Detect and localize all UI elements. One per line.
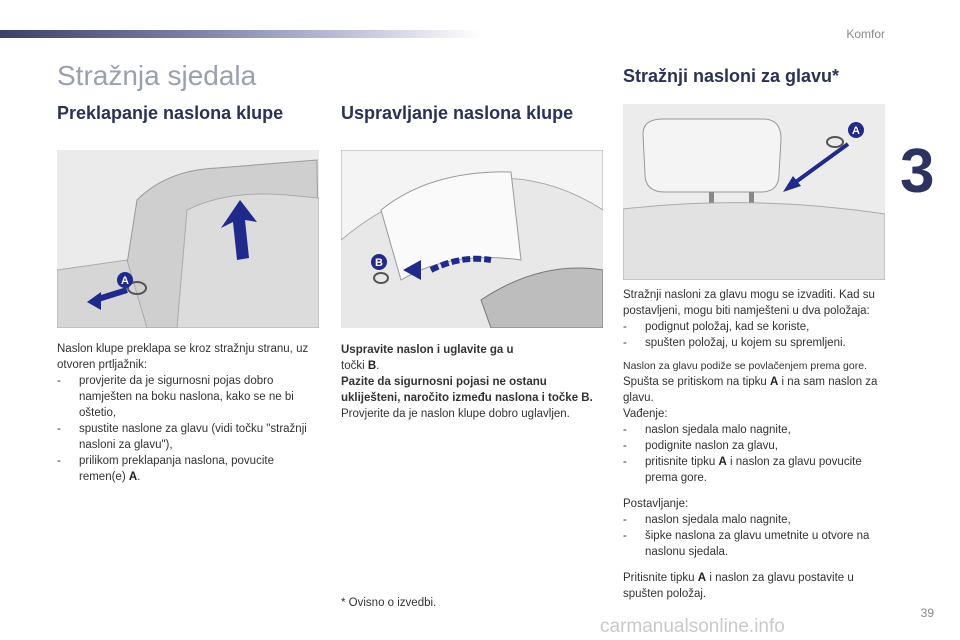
- list-item: - prilikom preklapanja naslona, povucite remen(e) A.: [57, 455, 274, 483]
- fold-illustration: [57, 150, 319, 328]
- list-item: - spustite naslone za glavu (vidi točku "stražnji nasloni za glavu"),: [57, 423, 307, 451]
- headrest-raise-note: Naslon za glavu podiže se povlačenjem prema gore.: [623, 360, 867, 372]
- fold-text: [57, 341, 315, 485]
- label-a: A: [121, 275, 129, 287]
- list-item: - podignite naslon za glavu,: [623, 440, 778, 452]
- page-number: 39: [920, 606, 934, 620]
- headrest-final: Pritisnite tipku A i naslon za glavu postavite u spušten položaj.: [623, 572, 854, 600]
- headrest-illustration: [623, 104, 885, 280]
- list-item: - šipke naslona za glavu umetnite u otvore na naslonu sjedala.: [623, 530, 870, 558]
- headrest-intro: Stražnji nasloni za glavu mogu se izvaditi. Kad su postavljeni, mogu biti namješteni u dva položaja:: [623, 289, 875, 317]
- label-b: B: [375, 257, 383, 269]
- heading-fold: Preklapanje naslona klupe: [57, 103, 284, 123]
- raise-check: Provjerite da je naslon klupe dobro uglavljen.: [341, 408, 570, 420]
- list-item: - pritisnite tipku A i naslon za glavu povucite prema gore.: [623, 456, 862, 484]
- list-item: - naslon sjedala malo nagnite,: [623, 424, 791, 436]
- list-item: - provjerite da je sigurnosni pojas dobro namješten na boku naslona, kako se ne bi oštetio,: [57, 375, 294, 419]
- fold-intro: Naslon klupe preklapa se kroz stražnju stranu, uz otvoren prtljažnik:: [57, 343, 309, 371]
- list-item: - naslon sjedala malo nagnite,: [623, 514, 791, 526]
- header-bar: [0, 30, 480, 38]
- removal-label: Vađenje:: [623, 408, 668, 420]
- install-label: Postavljanje:: [623, 498, 689, 510]
- raise-warning: Pazite da sigurnosni pojasi ne ostanu ukliješteni, naročito između naslona i točke B.: [341, 376, 593, 404]
- heading-raise: Uspravljanje naslona klupe: [341, 103, 574, 123]
- footnote: * Ovisno o izvedbi.: [341, 597, 437, 609]
- watermark: carmanualsonline.info: [600, 616, 785, 637]
- list-item: - podignut položaj, kad se koriste,: [623, 321, 810, 333]
- raise-illustration: [341, 150, 603, 328]
- headrest-text: [623, 287, 893, 602]
- page-title: Stražnja sjedala: [57, 60, 257, 91]
- label-a-headrest: A: [852, 125, 860, 137]
- raise-line1: Uspravite naslon i uglavite ga u: [341, 344, 514, 356]
- headrest-lower: Spušta se pritiskom na tipku A i na sam naslon za glavu.: [623, 376, 878, 404]
- section-name: Komfor: [846, 27, 885, 41]
- list-item: - spušten položaj, u kojem su spremljeni.: [623, 337, 846, 349]
- raise-text: [341, 342, 603, 422]
- chapter-number: 3: [900, 137, 935, 206]
- raise-line2: točki B.: [341, 360, 380, 372]
- heading-headrests: Stražnji nasloni za glavu*: [623, 66, 840, 86]
